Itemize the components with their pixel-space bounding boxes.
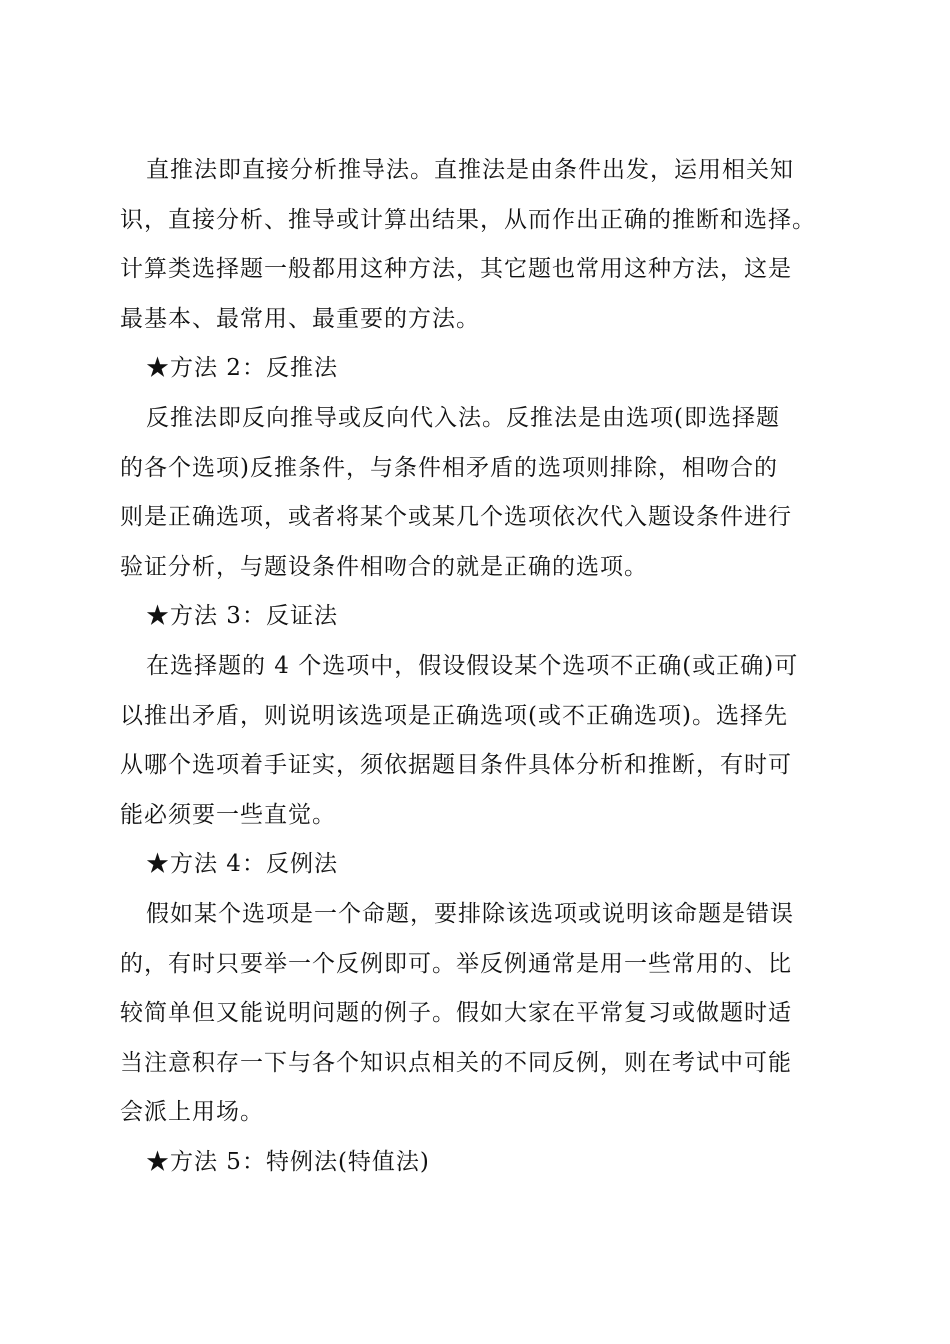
method-heading: ★方法 2：反推法 xyxy=(146,355,338,382)
paragraph-line: 会派上用场。 xyxy=(120,1099,264,1126)
paragraph-line: 计算类选择题一般都用这种方法，其它题也常用这种方法，这是 xyxy=(120,256,792,283)
paragraph-line: 的，有时只要举一个反例即可。举反例通常是用一些常用的、比 xyxy=(120,950,792,977)
paragraph-line: 较简单但又能说明问题的例子。假如大家在平常复习或做题时适 xyxy=(120,1000,792,1027)
document-body xyxy=(120,146,840,1187)
method-heading: ★方法 3：反证法 xyxy=(146,603,338,630)
paragraph-line: 验证分析，与题设条件相吻合的就是正确的选项。 xyxy=(120,553,648,580)
paragraph-line: 当注意积存一下与各个知识点相关的不同反例，则在考试中可能 xyxy=(120,1049,792,1076)
paragraph-line: 从哪个选项着手证实，须依据题目条件具体分析和推断，有时可 xyxy=(120,752,792,779)
paragraph-line: 能必须要一些直觉。 xyxy=(120,801,336,828)
paragraph-line: 假如某个选项是一个命题，要排除该选项或说明该命题是错误 xyxy=(146,900,794,927)
paragraph-line: 则是正确选项，或者将某个或某几个选项依次代入题设条件进行 xyxy=(120,504,792,531)
paragraph-line: 反推法即反向推导或反向代入法。反推法是由选项(即选择题 xyxy=(146,404,780,431)
paragraph-line: 最基本、最常用、最重要的方法。 xyxy=(120,305,480,332)
paragraph-line: 以推出矛盾，则说明该选项是正确选项(或不正确选项)。选择先 xyxy=(120,702,788,729)
paragraph-line: 的各个选项)反推条件，与条件相矛盾的选项则排除，相吻合的 xyxy=(120,454,778,481)
paragraph-line: 直推法即直接分析推导法。直推法是由条件出发，运用相关知 xyxy=(146,157,794,183)
method-heading: ★方法 5：特例法(特值法) xyxy=(146,1148,430,1175)
paragraph-line: 在选择题的 4 个选项中，假设假设某个选项不正确(或正确)可 xyxy=(146,652,799,679)
method-heading: ★方法 4：反例法 xyxy=(146,851,338,878)
paragraph-line: 识，直接分析、推导或计算出结果，从而作出正确的推断和选择。 xyxy=(120,206,816,233)
